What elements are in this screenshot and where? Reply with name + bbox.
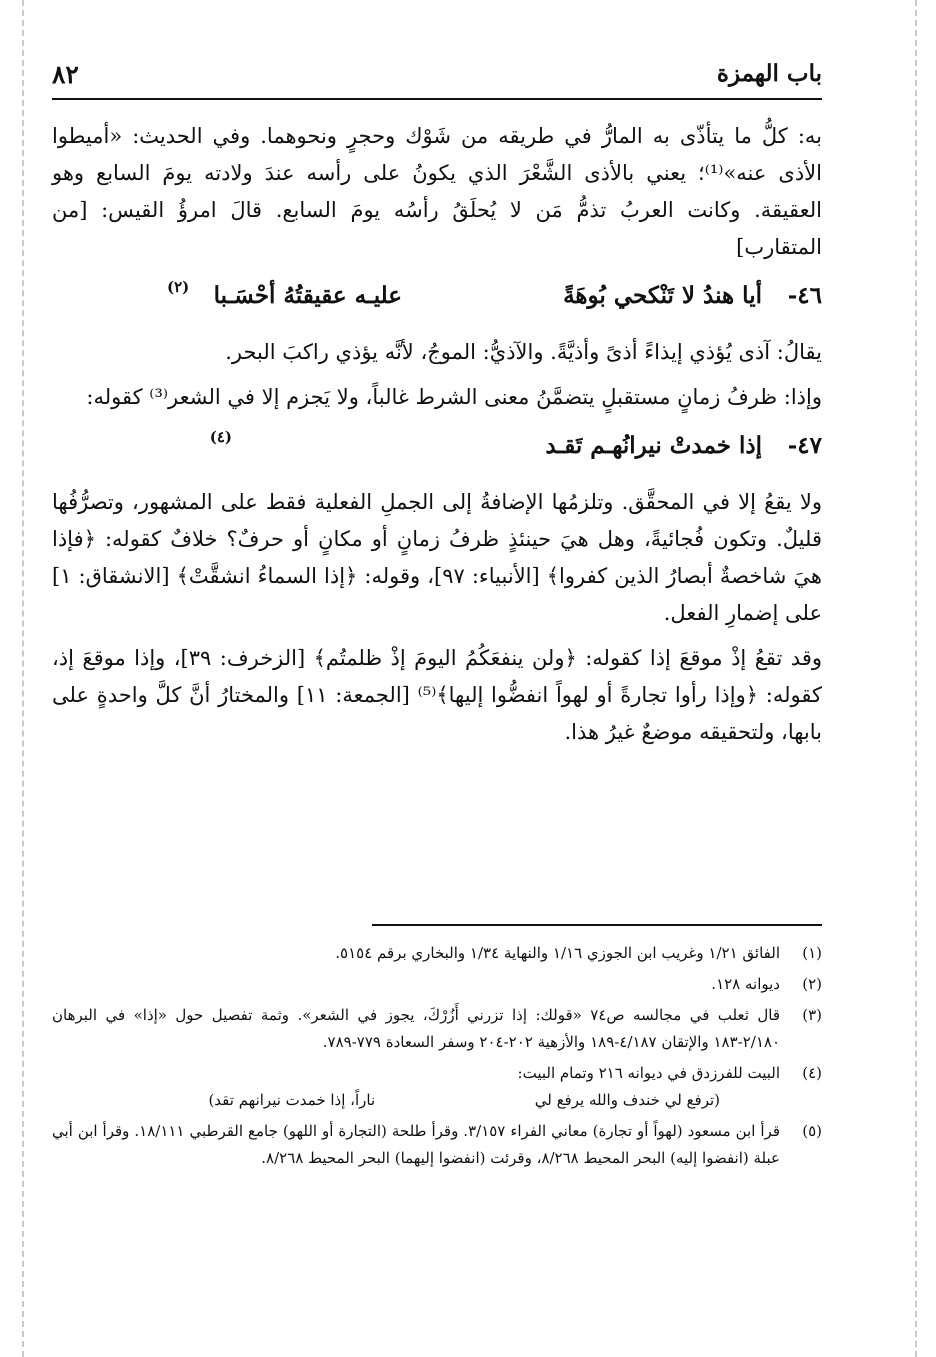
footnote-2 <box>52 971 822 998</box>
footnote-rule <box>372 924 822 926</box>
footnote-text: البيت للفرزدق في ديوانه ٢١٦ وتمام البيت: <box>517 1064 780 1082</box>
footnote-1 <box>52 940 822 967</box>
footnote-text: قرأ ابن مسعود (لهواً أو تجارة) معاني الفراء ٣/١٥٧. وقرأ طلحة (التجارة أو اللهو) جامع القرطبي ١٨/١١١. وقرأ ابن أبي عبلة (انفضوا إليه) البحر المحيط ٨/٢٦٨، وقرئت (انفضوا إليهما) البحر المحيط ٨/٢٦٨. <box>52 1122 780 1167</box>
main-text <box>52 118 822 759</box>
footnote-number: (٢) <box>802 975 822 993</box>
page-header <box>52 60 822 98</box>
verse-hemistich-1: أيا هندُ لا تَنْكحي بُوهَةً <box>563 282 762 309</box>
footnote-3 <box>52 1002 822 1056</box>
footnote-number: (٤) <box>802 1064 822 1082</box>
footnote-text: قال ثعلب في مجالسه ص٧٤ «قولك: إذا تزرني أَزُرْكَ، يجوز في الشعر». وثمة تفصيل حول «إذا» في البرهان ٢/١٨٠-١٨٣ والإتقان ٤/١٨٧-١٨٩ والأزهية ٢٠٢-٢٠٤ وسفر السعادة ٧٧٩-٧٨٩. <box>52 1006 780 1051</box>
poem-hemistich-2: ناراً، إذا خمدت نيرانهم تقد) <box>208 1091 376 1109</box>
left-margin-guide <box>22 0 24 1357</box>
footnote-4 <box>52 1060 822 1114</box>
verse-47 <box>52 424 822 478</box>
page-number: ٨٢ <box>52 60 79 89</box>
footnote-number: (١) <box>802 944 822 962</box>
header-rule <box>52 98 822 100</box>
footnote-number: (٣) <box>802 1006 822 1024</box>
chapter-title: باب الهمزة <box>716 60 822 87</box>
paragraph-1: به: كلُّ ما يتأذّى به المارُّ في طريقه من شَوْك وحجرٍ ونحوهما. وفي الحديث: «أميطوا الأذى عنه»⁽¹⁾؛ يعني بالأذى الشَّعْرَ الذي يكونُ على رأسه عندَ ولادته يومَ السابع وهو العقيقة. وكانت العربُ تذمُّ مَن لا يُحلَقُ رأسُه يومَ السابع. قالَ امرؤُ القيس: [من المتقارب] <box>52 124 823 259</box>
poem-hemistich-1: (ترفع لي خندف والله يرفع لي <box>534 1091 720 1109</box>
right-margin-guide <box>915 0 917 1357</box>
footnote-text: ديوانه ١٢٨. <box>711 975 780 993</box>
verse-footnote-ref: (٤) <box>209 428 232 446</box>
verse-footnote-ref: (٢) <box>167 278 190 296</box>
verse-46 <box>52 274 822 328</box>
verse-hemistich-2: عليـه عقيقتُهُ أحْسَـبا <box>213 282 402 309</box>
paragraph-5: وقد تقعُ إذْ موقعَ إذا كقوله: ﴿ولن ينفعَكُمُ اليومَ إذْ ظلمتُم﴾ [الزخرف: ٣٩]، وإذا موقعَ إذ، كقوله: ﴿وإذا رأوا تجارةً أو لهواً انفضُّوا إليها﴾⁽⁵⁾ [الجمعة: ١١] والمختارُ أنَّ كلَّ واحدةٍ على بابها، ولتحقيقه موضعٌ غيرُ هذا. <box>52 646 823 744</box>
footnote-text: الفائق ١/٢١ وغريب ابن الجوزي ١/١٦ والنهاية ١/٣٤ والبخاري برقم ٥١٥٤. <box>335 944 780 962</box>
paragraph-3: وإذا: ظرفُ زمانٍ مستقبلٍ يتضمَّنُ معنى الشرط غالباً، ولا يَجزم إلا في الشعر⁽³⁾ كقوله: <box>86 385 822 409</box>
paragraph-4: ولا يقعُ إلا في المحقَّق. وتلزمُها الإضافةُ إلى الجملِ الفعلية فقط على المشهور، وتصرُّفُها قليلٌ. وتكون فُجائيةً، وهل هيَ حينئذٍ ظرفُ زمانٍ أو مكانٍ أو حرفٌ؟ خلافٌ كقوله: ﴿فإذا هيَ شاخصةٌ أبصارُ الذين كفروا﴾ [الأنبياء: ٩٧]، وقوله: ﴿إذا السماءُ انشقَّتْ﴾ [الانشقاق: ١] على إضمارِ الفعل. <box>52 490 822 625</box>
verse-text: إذا خمدتْ نيرانُهـم تَقـد <box>545 432 762 459</box>
footnotes <box>52 940 822 1176</box>
verse-number: ٤٦- <box>787 282 822 309</box>
footnote-5 <box>52 1118 822 1172</box>
verse-number: ٤٧- <box>787 432 822 459</box>
footnote-number: (٥) <box>802 1122 822 1140</box>
paragraph-2: يقالُ: آذى يُؤذي إيذاءً أذىً وأذيَّةً. والآذيُّ: الموجُ، لأنَّه يؤذي راكبَ البحر. <box>225 340 822 364</box>
footnote-poem-line <box>52 1087 780 1114</box>
